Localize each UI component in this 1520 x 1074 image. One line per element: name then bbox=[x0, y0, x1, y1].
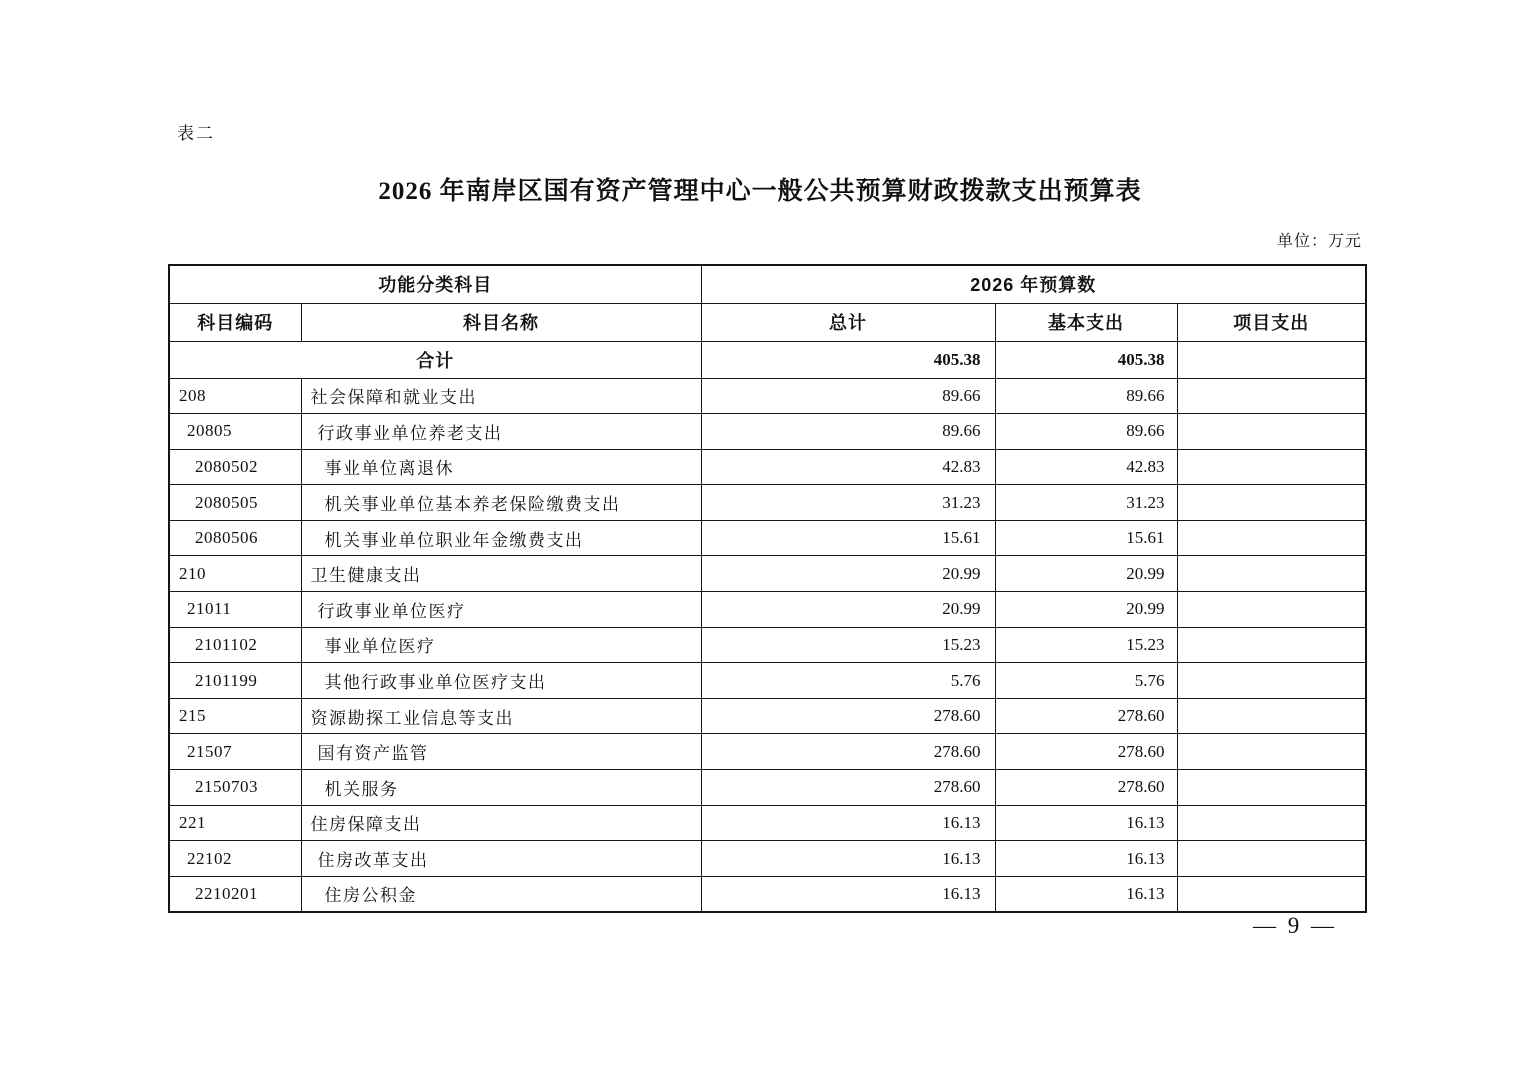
row-basic-cell: 20.99 bbox=[995, 556, 1177, 592]
row-basic-cell: 16.13 bbox=[995, 841, 1177, 877]
header-functional-category: 功能分类科目 bbox=[169, 265, 701, 303]
table-row bbox=[169, 556, 1366, 592]
total-row bbox=[169, 341, 1366, 378]
table-row bbox=[169, 627, 1366, 663]
row-project-cell bbox=[1177, 734, 1366, 770]
row-name-cell: 资源勘探工业信息等支出 bbox=[301, 698, 701, 734]
table-row bbox=[169, 485, 1366, 521]
row-code-cell: 2150703 bbox=[169, 770, 301, 806]
total-row-total: 405.38 bbox=[701, 341, 995, 378]
row-total-cell: 89.66 bbox=[701, 378, 995, 414]
page-number: — 9 — bbox=[1253, 913, 1337, 938]
table-row bbox=[169, 876, 1366, 912]
row-total-cell: 20.99 bbox=[701, 592, 995, 628]
row-name-cell: 机关服务 bbox=[301, 770, 701, 806]
row-code-cell: 2080506 bbox=[169, 520, 301, 556]
row-name-cell: 事业单位医疗 bbox=[301, 627, 701, 663]
row-project-cell bbox=[1177, 485, 1366, 521]
total-row-basic: 405.38 bbox=[995, 341, 1177, 378]
table-row bbox=[169, 449, 1366, 485]
header-col-total: 总计 bbox=[701, 303, 995, 341]
row-project-cell bbox=[1177, 841, 1366, 877]
table-label: 表二 bbox=[177, 124, 215, 143]
row-code-cell: 20805 bbox=[169, 414, 301, 450]
row-name-cell: 住房改革支出 bbox=[301, 841, 701, 877]
table-row bbox=[169, 520, 1366, 556]
row-project-cell bbox=[1177, 698, 1366, 734]
row-project-cell bbox=[1177, 449, 1366, 485]
unit-note: 单位：万元 bbox=[1276, 233, 1362, 250]
row-name-cell: 机关事业单位基本养老保险缴费支出 bbox=[301, 485, 701, 521]
table-header bbox=[169, 265, 1366, 341]
row-basic-cell: 20.99 bbox=[995, 592, 1177, 628]
row-total-cell: 5.76 bbox=[701, 663, 995, 699]
row-name-cell: 机关事业单位职业年金缴费支出 bbox=[301, 520, 701, 556]
table-row bbox=[169, 414, 1366, 450]
row-total-cell: 278.60 bbox=[701, 770, 995, 806]
row-name-cell: 国有资产监管 bbox=[301, 734, 701, 770]
row-basic-cell: 16.13 bbox=[995, 876, 1177, 912]
row-basic-cell: 31.23 bbox=[995, 485, 1177, 521]
row-total-cell: 16.13 bbox=[701, 841, 995, 877]
row-code-cell: 208 bbox=[169, 378, 301, 414]
header-group-row bbox=[169, 265, 1366, 303]
row-total-cell: 278.60 bbox=[701, 734, 995, 770]
row-total-cell: 20.99 bbox=[701, 556, 995, 592]
row-project-cell bbox=[1177, 414, 1366, 450]
table-row bbox=[169, 734, 1366, 770]
row-project-cell bbox=[1177, 770, 1366, 806]
row-basic-cell: 89.66 bbox=[995, 378, 1177, 414]
row-basic-cell: 16.13 bbox=[995, 805, 1177, 841]
row-code-cell: 2210201 bbox=[169, 876, 301, 912]
row-project-cell bbox=[1177, 556, 1366, 592]
table-row bbox=[169, 841, 1366, 877]
row-basic-cell: 15.23 bbox=[995, 627, 1177, 663]
row-project-cell bbox=[1177, 876, 1366, 912]
row-total-cell: 42.83 bbox=[701, 449, 995, 485]
table-row bbox=[169, 592, 1366, 628]
row-total-cell: 16.13 bbox=[701, 805, 995, 841]
row-total-cell: 15.61 bbox=[701, 520, 995, 556]
row-total-cell: 278.60 bbox=[701, 698, 995, 734]
row-project-cell bbox=[1177, 378, 1366, 414]
row-total-cell: 15.23 bbox=[701, 627, 995, 663]
row-project-cell bbox=[1177, 520, 1366, 556]
row-project-cell bbox=[1177, 592, 1366, 628]
row-code-cell: 221 bbox=[169, 805, 301, 841]
row-project-cell bbox=[1177, 805, 1366, 841]
row-name-cell: 住房保障支出 bbox=[301, 805, 701, 841]
row-code-cell: 215 bbox=[169, 698, 301, 734]
row-name-cell: 住房公积金 bbox=[301, 876, 701, 912]
table-row bbox=[169, 698, 1366, 734]
row-basic-cell: 278.60 bbox=[995, 770, 1177, 806]
row-code-cell: 2101102 bbox=[169, 627, 301, 663]
row-basic-cell: 89.66 bbox=[995, 414, 1177, 450]
table-row bbox=[169, 805, 1366, 841]
row-basic-cell: 278.60 bbox=[995, 698, 1177, 734]
row-code-cell: 2101199 bbox=[169, 663, 301, 699]
row-code-cell: 2080505 bbox=[169, 485, 301, 521]
header-budget-2026: 2026 年预算数 bbox=[701, 265, 1366, 303]
table-row bbox=[169, 770, 1366, 806]
row-basic-cell: 15.61 bbox=[995, 520, 1177, 556]
budget-table bbox=[168, 264, 1367, 913]
header-col-basic: 基本支出 bbox=[995, 303, 1177, 341]
row-code-cell: 210 bbox=[169, 556, 301, 592]
header-col-name: 科目名称 bbox=[301, 303, 701, 341]
row-project-cell bbox=[1177, 627, 1366, 663]
row-code-cell: 22102 bbox=[169, 841, 301, 877]
row-code-cell: 21507 bbox=[169, 734, 301, 770]
page-title: 2026 年南岸区国有资产管理中心一般公共预算财政拨款支出预算表 bbox=[378, 178, 1142, 205]
row-name-cell: 卫生健康支出 bbox=[301, 556, 701, 592]
header-col-code: 科目编码 bbox=[169, 303, 301, 341]
row-basic-cell: 42.83 bbox=[995, 449, 1177, 485]
row-total-cell: 31.23 bbox=[701, 485, 995, 521]
row-name-cell: 事业单位离退休 bbox=[301, 449, 701, 485]
table-row bbox=[169, 663, 1366, 699]
row-total-cell: 16.13 bbox=[701, 876, 995, 912]
row-name-cell: 行政事业单位医疗 bbox=[301, 592, 701, 628]
row-code-cell: 2080502 bbox=[169, 449, 301, 485]
row-total-cell: 89.66 bbox=[701, 414, 995, 450]
total-row-project bbox=[1177, 341, 1366, 378]
total-row-label: 合计 bbox=[169, 341, 701, 378]
row-name-cell: 行政事业单位养老支出 bbox=[301, 414, 701, 450]
row-code-cell: 21011 bbox=[169, 592, 301, 628]
table-row bbox=[169, 378, 1366, 414]
header-col-project: 项目支出 bbox=[1177, 303, 1366, 341]
row-name-cell: 社会保障和就业支出 bbox=[301, 378, 701, 414]
table-body bbox=[169, 341, 1366, 912]
header-columns-row bbox=[169, 303, 1366, 341]
row-project-cell bbox=[1177, 663, 1366, 699]
row-basic-cell: 5.76 bbox=[995, 663, 1177, 699]
row-name-cell: 其他行政事业单位医疗支出 bbox=[301, 663, 701, 699]
row-basic-cell: 278.60 bbox=[995, 734, 1177, 770]
